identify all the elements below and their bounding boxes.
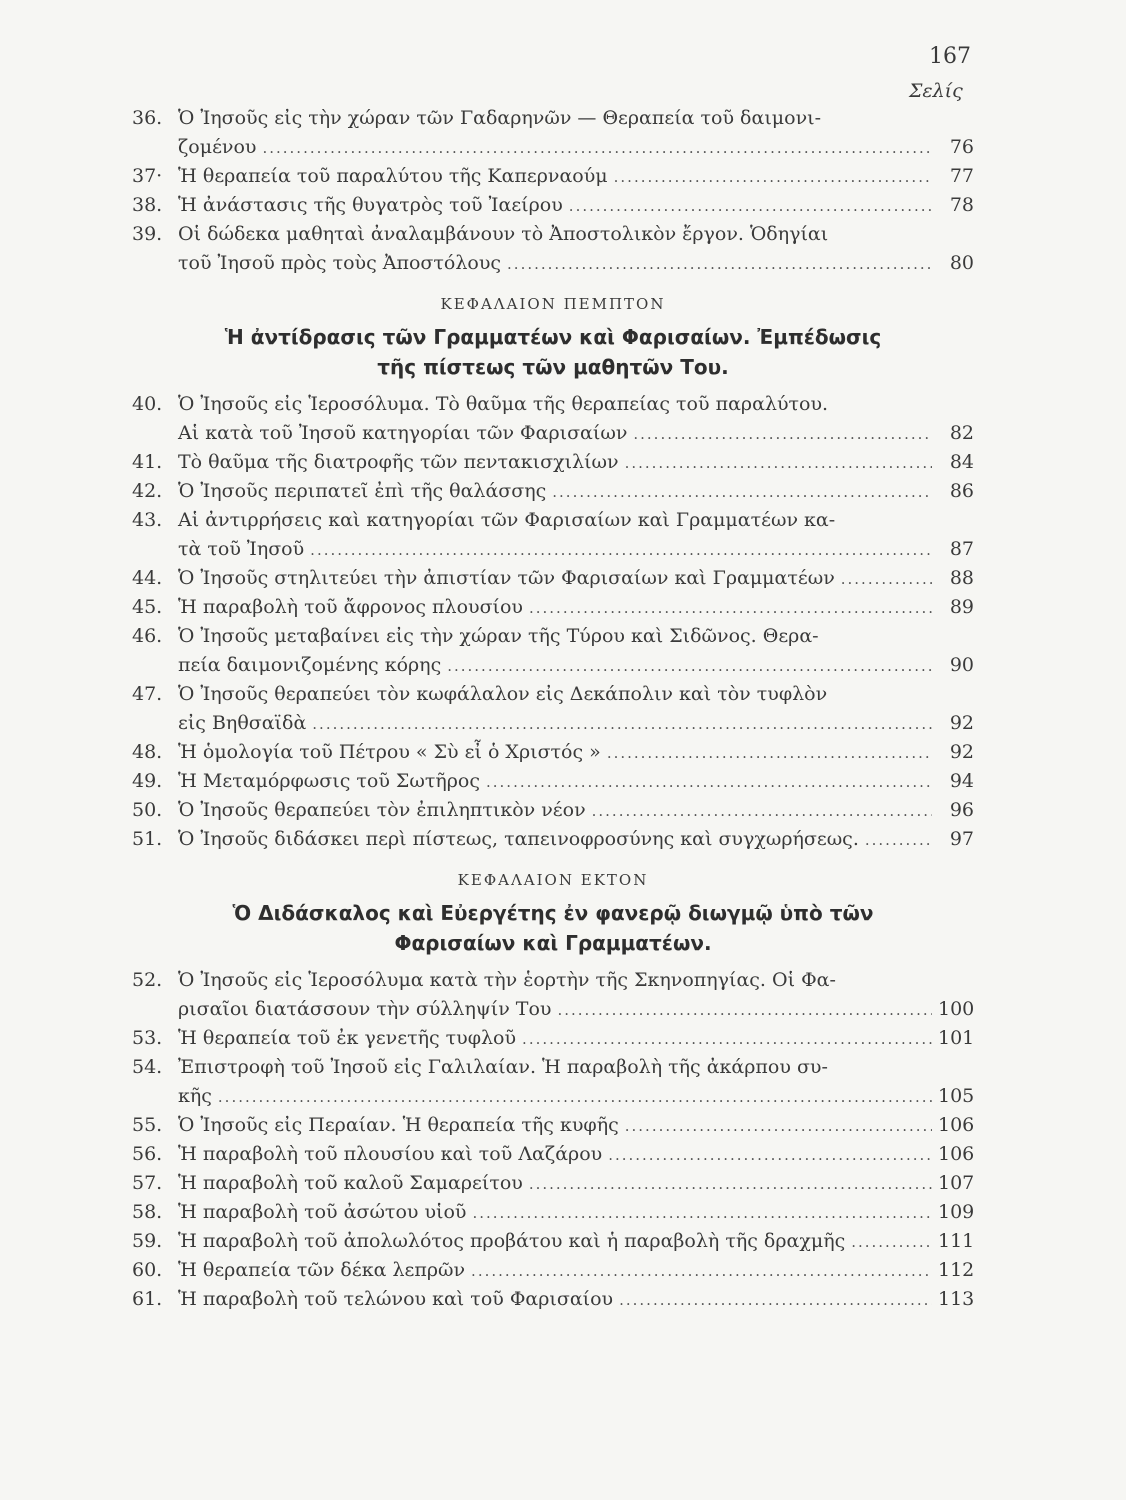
dot-leader	[865, 826, 932, 855]
toc-entry-line	[132, 767, 974, 796]
toc-entry-title: πεία δαιμονιζομένης κόρης	[178, 654, 442, 676]
dot-leader	[486, 768, 932, 797]
toc-entry-number: 59.	[132, 1230, 163, 1252]
toc-entry-line	[132, 419, 974, 448]
toc-entry-title: Ὁ Ἰησοῦς μεταβαίνει εἰς τὴν χώραν τῆς Τύρου καὶ Σιδῶνος. Θερα-	[178, 625, 819, 647]
toc-entry-page: 111	[938, 1230, 975, 1252]
toc-entry-number: 40.	[132, 393, 163, 415]
toc-entry-line	[132, 390, 974, 419]
toc-entry-number: 58.	[132, 1201, 163, 1223]
toc-entry-title: Ὁ Ἰησοῦς εἰς Ἱεροσόλυμα κατὰ τὴν ἑορτὴν τῆς Σκηνοπηγίας. Οἱ Φα-	[178, 969, 836, 991]
toc-entry-number: 36.	[132, 107, 163, 129]
toc-entry-title: Ἡ θεραπεία τοῦ παραλύτου τῆς Καπερναούμ	[178, 165, 608, 187]
toc-entry-line	[132, 1053, 974, 1082]
toc-entry-title: κῆς	[178, 1085, 212, 1107]
toc-entry-page: 92	[949, 741, 974, 763]
toc-entry-title: εἰς Βηθσαϊδὰ	[178, 712, 307, 734]
toc-entry-number: 46.	[132, 625, 163, 647]
toc-entry-page: 113	[938, 1288, 975, 1310]
toc-entry-line	[132, 191, 974, 220]
toc-section-top	[132, 104, 974, 278]
toc-entry-line	[132, 825, 974, 854]
toc-entry-page: 106	[938, 1143, 975, 1165]
toc-entry-line	[132, 535, 974, 564]
toc-entry-title: Οἱ δώδεκα μαθηταὶ ἀναλαμβάνουν τὸ Ἀποστολικὸν ἔργον. Ὁδηγίαι	[178, 223, 829, 245]
toc-entry-page: 105	[938, 1085, 975, 1107]
toc-entry-number: 53.	[132, 1027, 163, 1049]
toc-entry-title: Ὁ Ἰησοῦς εἰς τὴν χώραν τῶν Γαδαρηνῶν — Θεραπεία τοῦ δαιμονι-	[178, 107, 821, 129]
toc-entry-title: Ἡ ὁμολογία τοῦ Πέτρου « Σὺ εἶ ὁ Χριστός »	[178, 741, 601, 763]
chapter-title-line: Φαρισαίων καὶ Γραμματέων.	[394, 931, 712, 955]
toc-entry-page: 84	[949, 451, 974, 473]
dot-leader	[619, 1286, 932, 1315]
dot-leader	[607, 739, 932, 768]
toc-entry-line	[132, 1024, 974, 1053]
toc-entry-page: 88	[949, 567, 974, 589]
toc-entry-line	[132, 796, 974, 825]
toc-entry-number: 42.	[132, 480, 163, 502]
dot-leader	[529, 1170, 932, 1199]
chapter-title-line: τῆς πίστεως τῶν μαθητῶν Του.	[377, 355, 729, 379]
toc-entry-number: 49.	[132, 770, 163, 792]
dot-leader	[447, 652, 932, 681]
toc-entry-title: Ἡ θεραπεία τοῦ ἐκ γενετῆς τυφλοῦ	[178, 1027, 517, 1049]
toc-entry-number: 37·	[132, 165, 163, 187]
page-column-label: Σελίς	[909, 80, 963, 102]
toc-entry-line	[132, 651, 974, 680]
toc-entry-line	[132, 680, 974, 709]
toc-entry-line	[132, 1256, 974, 1285]
toc-entry-title: Ἡ παραβολὴ τοῦ τελώνου καὶ τοῦ Φαρισαίου	[178, 1288, 614, 1310]
toc-entry-line	[132, 564, 974, 593]
toc-entry-title: Ἡ παραβολὴ τοῦ πλουσίου καὶ τοῦ Λαζάρου	[178, 1143, 603, 1165]
toc-entry-number: 43.	[132, 509, 163, 531]
toc-entry-number: 54.	[132, 1056, 163, 1078]
toc-entry-title: ρισαῖοι διατάσσουν τὴν σύλληψίν Του	[178, 998, 552, 1020]
dot-leader	[218, 1083, 932, 1112]
toc-entry-page: 107	[938, 1172, 975, 1194]
dot-leader	[522, 1025, 932, 1054]
toc-entry-title: Ἡ Μεταμόρφωσις τοῦ Σωτῆρος	[178, 770, 480, 792]
dot-leader	[472, 1199, 932, 1228]
toc-entry-page: 77	[949, 165, 974, 187]
toc-entry-line	[132, 133, 974, 162]
toc-entry-line	[132, 1140, 974, 1169]
toc-entry-line	[132, 448, 974, 477]
chapter-title-line: Ἡ ἀντίδρασις τῶν Γραμματέων καὶ Φαρισαίων. Ἐμπέδωσις	[224, 325, 882, 349]
table-of-contents	[132, 104, 974, 1314]
toc-entry-line	[132, 1227, 974, 1256]
dot-leader	[310, 536, 932, 565]
toc-entry-title: Ἐπιστροφὴ τοῦ Ἰησοῦ εἰς Γαλιλαίαν. Ἡ παραβολὴ τῆς ἀκάρπου συ-	[178, 1056, 828, 1078]
toc-entry-page: 94	[949, 770, 974, 792]
chapter-title-line: Ὁ Διδάσκαλος καὶ Εὐεργέτης ἐν φανερῷ διωγμῷ ὑπὸ τῶν	[232, 901, 874, 925]
toc-entry-page: 78	[949, 194, 974, 216]
dot-leader	[552, 478, 932, 507]
toc-entry-page: 86	[949, 480, 974, 502]
toc-entry-title: Ἡ παραβολὴ τοῦ ἀσώτου υἱοῦ	[178, 1201, 467, 1223]
toc-entry-page: 92	[949, 712, 974, 734]
chapter-label: ΚΕΦΑΛΑΙΟΝ ΕΚΤΟΝ	[457, 871, 649, 889]
toc-entry-title: Ἡ παραβολὴ τοῦ καλοῦ Σαμαρείτου	[178, 1172, 523, 1194]
toc-entry-number: 44.	[132, 567, 163, 589]
toc-entry-page: 76	[949, 136, 974, 158]
dot-leader	[625, 1112, 932, 1141]
toc-entry-line	[132, 162, 974, 191]
toc-entry-page: 82	[949, 422, 974, 444]
toc-entry-title: τοῦ Ἰησοῦ πρὸς τοὺς Ἀποστόλους	[178, 252, 502, 274]
toc-entry-line	[132, 966, 974, 995]
dot-leader	[529, 594, 932, 623]
dot-leader	[633, 420, 932, 449]
toc-entry-page: 101	[938, 1027, 975, 1049]
toc-entry-page: 96	[949, 799, 974, 821]
toc-entry-number: 39.	[132, 223, 163, 245]
toc-entry-line	[132, 709, 974, 738]
toc-entry-number: 57.	[132, 1172, 163, 1194]
chapter-title	[132, 898, 974, 958]
dot-leader	[851, 1228, 932, 1257]
toc-entry-number: 48.	[132, 741, 163, 763]
dot-leader	[569, 192, 932, 221]
toc-entry-line	[132, 1111, 974, 1140]
toc-entry-line	[132, 1198, 974, 1227]
toc-entry-title: Ἡ παραβολὴ τοῦ ἄφρονος πλουσίου	[178, 596, 523, 618]
toc-section-chapter-6	[132, 966, 974, 1314]
dot-leader	[312, 710, 932, 739]
chapter-title	[132, 322, 974, 382]
toc-entry-page: 87	[949, 538, 974, 560]
page-number: 167	[929, 44, 971, 69]
toc-entry-number: 60.	[132, 1259, 163, 1281]
toc-entry-title: Ὁ Ἰησοῦς περιπατεῖ ἐπὶ τῆς θαλάσσης	[178, 480, 547, 502]
chapter-label: ΚΕΦΑΛΑΙΟΝ ΠΕΜΠΤΟΝ	[440, 295, 666, 313]
toc-section-chapter-5	[132, 390, 974, 854]
toc-entry-number: 38.	[132, 194, 163, 216]
toc-entry-title: Ὁ Ἰησοῦς εἰς Ἱεροσόλυμα. Τὸ θαῦμα τῆς θεραπείας τοῦ παραλύτου.	[178, 393, 829, 415]
toc-entry-line	[132, 506, 974, 535]
toc-entry-title: Τὸ θαῦμα τῆς διατροφῆς τῶν πεντακισχιλίων	[178, 451, 619, 473]
toc-entry-title: Ὁ Ἰησοῦς στηλιτεύει τὴν ἀπιστίαν τῶν Φαρισαίων καὶ Γραμματέων	[178, 567, 835, 589]
dot-leader	[614, 163, 932, 192]
dot-leader	[471, 1257, 932, 1286]
toc-entry-line	[132, 1285, 974, 1314]
toc-entry-line	[132, 220, 974, 249]
toc-entry-page: 112	[938, 1259, 975, 1281]
dot-leader	[262, 134, 932, 163]
toc-entry-number: 51.	[132, 828, 163, 850]
toc-entry-page: 97	[949, 828, 974, 850]
dot-leader	[507, 250, 932, 279]
toc-entry-title: Ἡ ἀνάστασις τῆς θυγατρὸς τοῦ Ἰαείρου	[178, 194, 563, 216]
toc-entry-line	[132, 1082, 974, 1111]
toc-entry-line	[132, 738, 974, 767]
toc-entry-line	[132, 477, 974, 506]
dot-leader	[608, 1141, 932, 1170]
toc-entry-number: 45.	[132, 596, 163, 618]
toc-entry-line	[132, 1169, 974, 1198]
toc-entry-number: 55.	[132, 1114, 163, 1136]
toc-entry-page: 109	[938, 1201, 975, 1223]
toc-entry-title: ζομένου	[178, 136, 257, 158]
toc-entry-title: Αἱ κατὰ τοῦ Ἰησοῦ κατηγορίαι τῶν Φαρισαίων	[178, 422, 628, 444]
toc-entry-title: Αἱ ἀντιρρήσεις καὶ κατηγορίαι τῶν Φαρισαίων καὶ Γραμματέων κα-	[178, 509, 836, 531]
toc-entry-line	[132, 593, 974, 622]
toc-entry-number: 47.	[132, 683, 163, 705]
dot-leader	[625, 449, 932, 478]
toc-entry-page: 106	[938, 1114, 975, 1136]
toc-entry-line	[132, 249, 974, 278]
toc-entry-title: Ὁ Ἰησοῦς εἰς Περαίαν. Ἡ θεραπεία τῆς κυφῆς	[178, 1114, 619, 1136]
toc-entry-number: 61.	[132, 1288, 163, 1310]
toc-entry-title: Ὁ Ἰησοῦς θεραπεύει τὸν κωφάλαλον εἰς Δεκάπολιν καὶ τὸν τυφλὸν	[178, 683, 828, 705]
toc-entry-page: 80	[949, 252, 974, 274]
toc-entry-number: 41.	[132, 451, 163, 473]
toc-entry-line	[132, 104, 974, 133]
toc-entry-page: 100	[938, 998, 975, 1020]
toc-entry-title: Ἡ παραβολὴ τοῦ ἀπολωλότος προβάτου καὶ ἡ παραβολὴ τῆς δραχμῆς	[178, 1230, 846, 1252]
toc-entry-number: 50.	[132, 799, 163, 821]
toc-entry-page: 89	[949, 596, 974, 618]
toc-entry-line	[132, 995, 974, 1024]
toc-entry-title: τὰ τοῦ Ἰησοῦ	[178, 538, 305, 560]
toc-entry-line	[132, 622, 974, 651]
dot-leader	[841, 565, 932, 594]
dot-leader	[592, 797, 932, 826]
toc-entry-title: Ὁ Ἰησοῦς θεραπεύει τὸν ἐπιληπτικὸν νέον	[178, 799, 586, 821]
toc-entry-title: Ἡ θεραπεία τῶν δέκα λεπρῶν	[178, 1259, 466, 1281]
toc-entry-number: 52.	[132, 969, 163, 991]
toc-entry-number: 56.	[132, 1143, 163, 1165]
toc-entry-page: 90	[949, 654, 974, 676]
dot-leader	[557, 996, 932, 1025]
toc-entry-title: Ὁ Ἰησοῦς διδάσκει περὶ πίστεως, ταπεινοφροσύνης καὶ συγχωρήσεως.	[178, 828, 859, 850]
